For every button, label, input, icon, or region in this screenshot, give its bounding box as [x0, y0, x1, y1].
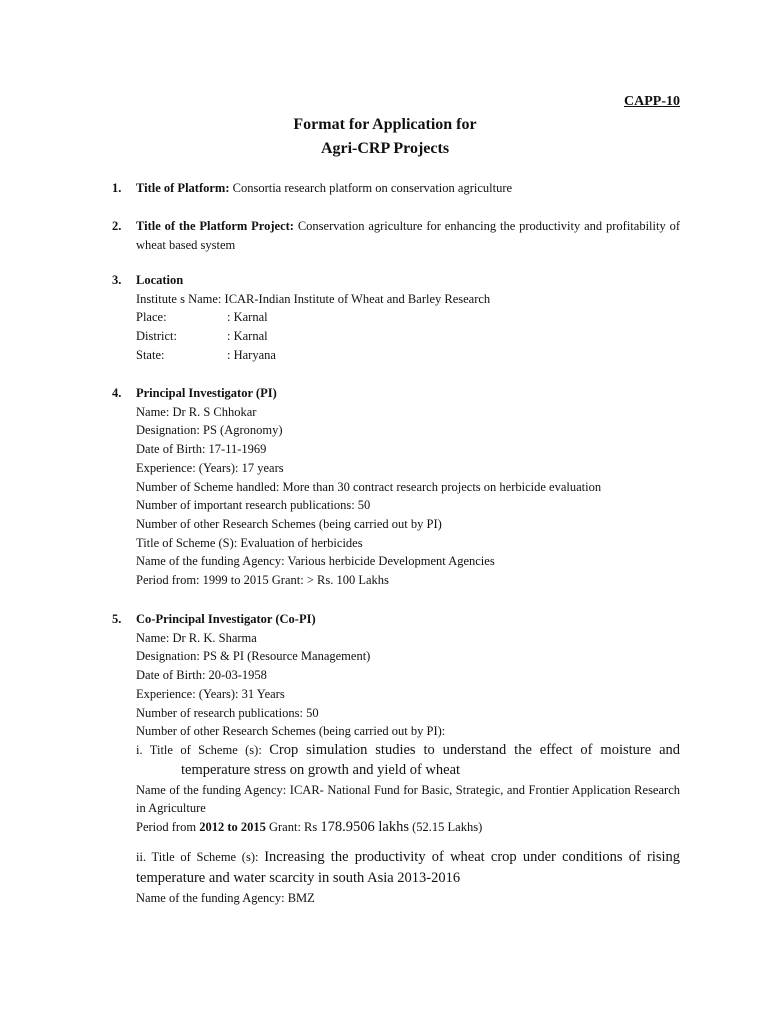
document-title-line-1: Format for Application for	[293, 116, 477, 133]
state-row	[136, 346, 680, 365]
place-row	[136, 308, 680, 327]
scheme-2-funding: Name of the funding Agency: BMZ	[136, 890, 315, 905]
field-label: Title of Platform:	[136, 181, 230, 195]
section-co-principal-investigator	[112, 610, 680, 907]
pi-designation: Designation: PS (Agronomy)	[136, 423, 283, 438]
pi-period: Period from: 1999 to 2015 Grant: > Rs. 100 Lakhs	[136, 573, 389, 588]
state-value: : Haryana	[227, 347, 276, 362]
pi-scheme-title: Title of Scheme (S): Evaluation of herbicides	[136, 535, 363, 550]
section-title-of-platform	[112, 179, 680, 198]
scheme-1-prefix: i. Title of Scheme (s):	[136, 742, 262, 757]
section-principal-investigator	[112, 384, 680, 590]
scheme-1-title-a: Crop simulation studies to understand the effect of moisture and	[269, 741, 681, 758]
scheme-1-funding: Name of the funding Agency: ICAR- National Fund for Basic, Strategic, and Frontier Application Research in Agriculture	[136, 782, 680, 816]
scheme-1-period-years: 2012 to 2015	[199, 820, 266, 835]
place-value: : Karnal	[227, 310, 268, 325]
section-number: 4.	[112, 386, 122, 400]
field-value: Consortia research platform on conservation agriculture	[232, 181, 513, 195]
section-heading: Co-Principal Investigator (Co-PI)	[136, 612, 316, 626]
pi-other-schemes: Number of other Research Schemes (being carried out by PI)	[136, 516, 442, 531]
section-number: 3.	[112, 273, 122, 287]
pi-funding-agency: Name of the funding Agency: Various herbicide Development Agencies	[136, 554, 495, 569]
section-number: 5.	[112, 612, 122, 626]
scheme-1-title-line-1	[136, 741, 680, 760]
scheme-1-period	[136, 818, 680, 837]
pi-schemes-handled: Number of Scheme handled: More than 30 contract research projects on herbicide evaluation	[136, 479, 602, 494]
form-code: CAPP-10	[624, 94, 680, 109]
section-heading: Principal Investigator (PI)	[136, 386, 277, 400]
scheme-1-grant-value: 178.9506 lakhs	[320, 819, 409, 836]
district-label: District:	[136, 329, 177, 344]
pi-date-of-birth: Date of Birth: 17-11-1969	[136, 442, 267, 457]
document-title-line-2: Agri-CRP Projects	[320, 140, 450, 157]
copi-other-schemes: Number of other Research Schemes (being carried out by PI):	[136, 724, 446, 739]
scheme-1-grant-label: Grant: Rs	[268, 820, 318, 835]
section-heading: Location	[136, 273, 184, 287]
scheme-1-period-prefix: Period from	[136, 820, 197, 835]
section-platform-project	[112, 217, 680, 254]
field-label: Title of the Platform Project:	[136, 219, 294, 233]
field-value: Conservation agriculture for enhancing the productivity and profitability of wheat based system	[136, 219, 680, 252]
section-number: 2.	[112, 219, 122, 233]
copi-date-of-birth: Date of Birth: 20-03-1958	[136, 668, 267, 683]
pi-publications: Number of important research publications: 50	[136, 498, 371, 513]
place-label: Place:	[136, 310, 167, 325]
copi-designation: Designation: PS & PI (Resource Management)	[136, 649, 371, 664]
district-row	[136, 327, 680, 346]
district-value: : Karnal	[227, 329, 268, 344]
section-number: 1.	[112, 181, 122, 195]
section-location	[112, 271, 680, 365]
institute-name: Institute s Name: ICAR-Indian Institute of Wheat and Barley Research	[136, 291, 491, 306]
scheme-1-title-line-2: temperature stress on growth and yield of wheat	[181, 761, 461, 778]
copi-name: Name: Dr R. K. Sharma	[136, 630, 257, 645]
scheme-2-title	[136, 847, 680, 889]
scheme-2-title-text: Increasing the productivity of wheat crop under conditions of rising temperature and water scarcity in south Asia 2013-2016	[136, 848, 681, 886]
copi-experience: Experience: (Years): 31 Years	[136, 686, 285, 701]
scheme-1-grant-suffix: (52.15 Lakhs)	[412, 820, 483, 835]
pi-experience: Experience: (Years): 17 years	[136, 460, 284, 475]
state-label: State:	[136, 347, 165, 362]
pi-name: Name: Dr R. S Chhokar	[136, 404, 257, 419]
copi-publications: Number of research publications: 50	[136, 705, 319, 720]
scheme-2-prefix: ii. Title of Scheme (s):	[136, 849, 259, 864]
